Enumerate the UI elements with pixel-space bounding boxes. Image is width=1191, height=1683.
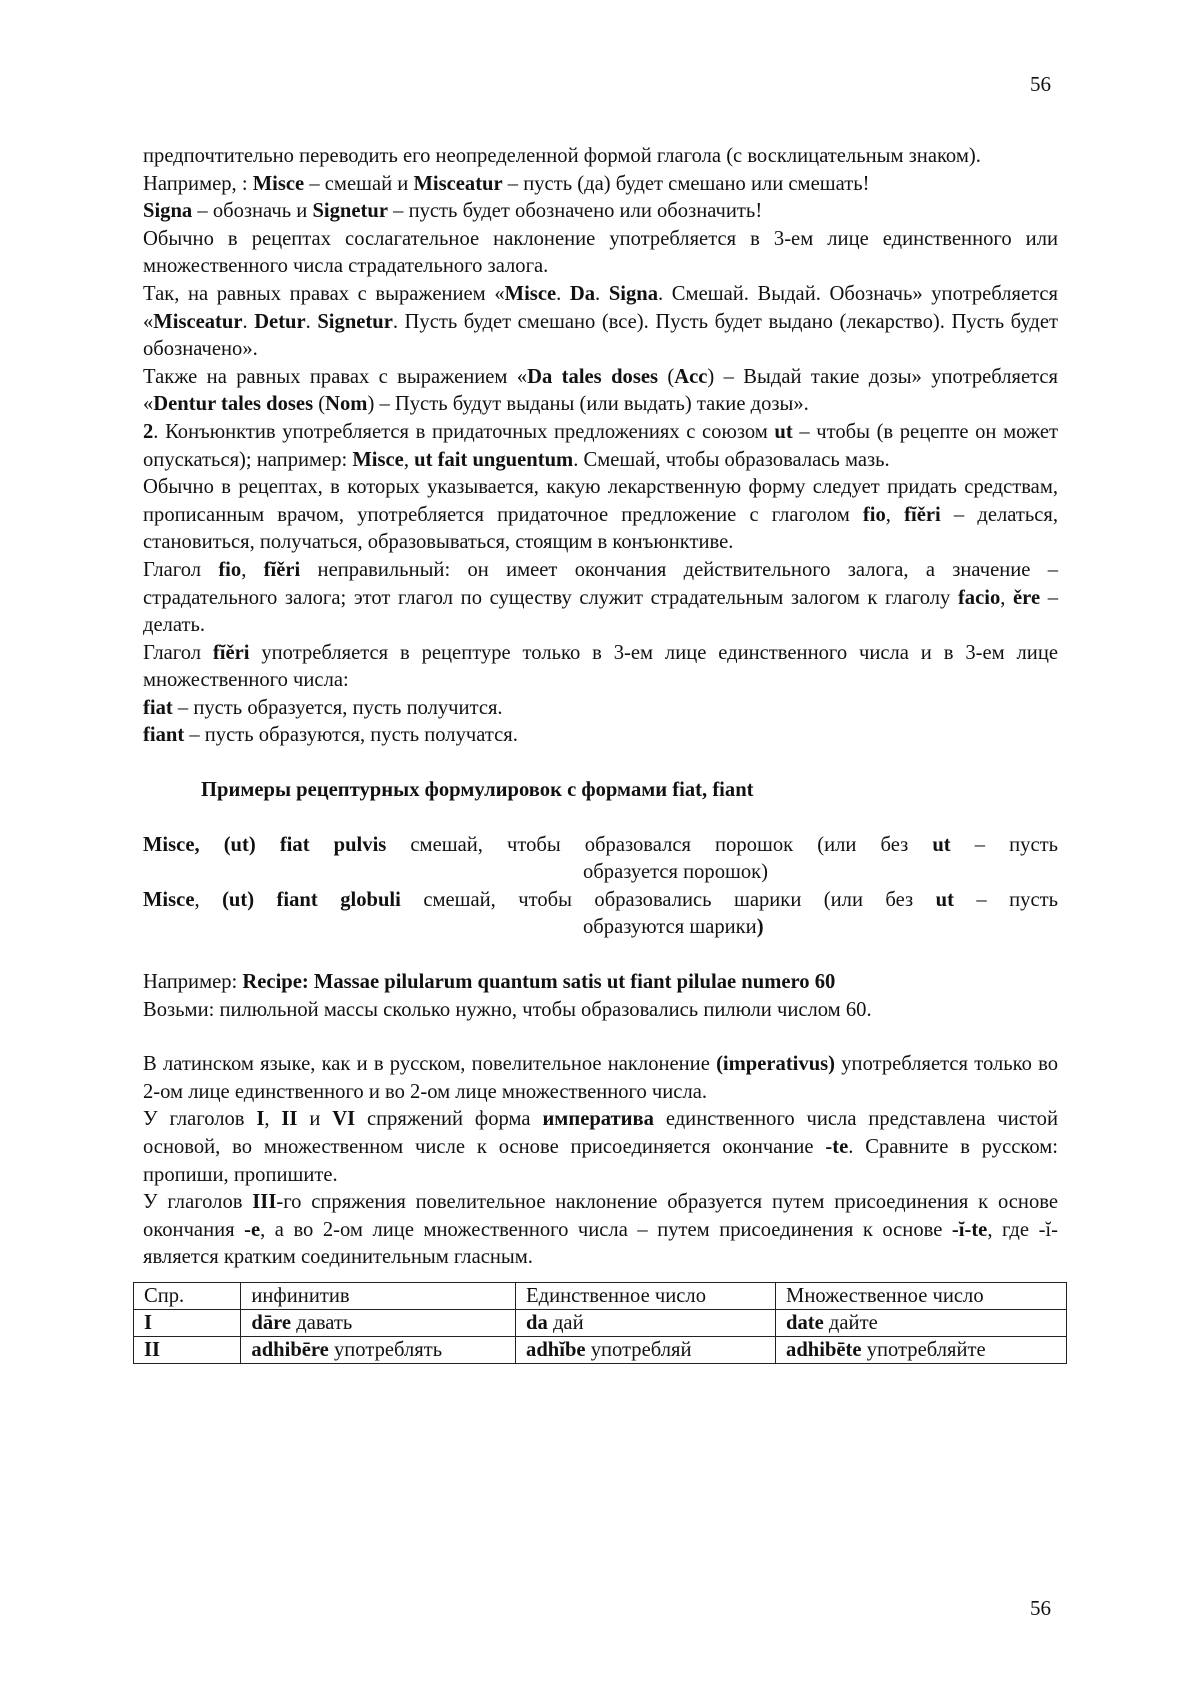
table-cell: dāre давать [241, 1309, 516, 1336]
document-body [143, 143, 1058, 1364]
table-body [134, 1309, 1067, 1363]
paragraph: Например, : Misce – смешай и Misceatur – пусть (да) будет смешано или смешать! [143, 172, 870, 195]
example-item: Misce, (ut) fiat pulvis смешай, чтобы образовался порошок (или без ut – пусть образуется порошок) [143, 833, 1058, 884]
table-cell: date дайте [776, 1309, 1067, 1336]
paragraph: У глаголов I, II и VI спряжений форма императива единственного числа представлена чистой основой, во множественном числе к основе присоединяется окончание -te. Сравните в русском: пропиши, пропишите. [143, 1108, 1059, 1186]
table-cell: adhibēte употребляйте [776, 1336, 1067, 1363]
conjugation-table [133, 1282, 1067, 1364]
paragraphs-block [143, 143, 1058, 750]
recipe-russian: Возьми: пилюльной массы сколько нужно, чтобы образовались пилюли числом 60. [143, 998, 872, 1021]
paragraph: предпочтительно переводить его неопределенной формой глагола (с восклицательным знаком). [143, 145, 981, 167]
paragraph: В латинском языке, как и в русском, повелительное наклонение (imperativus) употребляется только во 2-ом лице единственного и во 2-ом лице множественного числа. [143, 1053, 1058, 1103]
paragraph: Обычно в рецептах сослагательное наклонение употребляется в 3-ем лице единственного или множественного числа страдательного залога. [143, 227, 1058, 278]
table-header-row [134, 1282, 1067, 1309]
paragraph: Также на равных правах с выражением «Da tales doses (Acc) – Выдай такие дозы» употребляется «Dentur tales doses (Nom) – Пусть будут выданы (или выдать) такие дозы». [143, 365, 1058, 416]
table-cell: adhĭbe употребляй [516, 1336, 776, 1363]
page-number-bottom: 56 [1030, 1596, 1051, 1620]
page-number-top: 56 [1030, 72, 1051, 96]
table-cell: adhibēre употреблять [241, 1336, 516, 1363]
paragraph: У глаголов III-го спряжения повелительное наклонение образуется путем присоединения к основе окончания -e, а во 2-ом лице множественного числа – путем присоединения к основе -ĭ-te, где -ĭ- является кратким соединительным гласным. [143, 1191, 1059, 1269]
section-heading: Примеры рецептурных формулировок с формами fiat, fiant [201, 779, 754, 802]
table-header-cell: инфинитив [241, 1282, 516, 1309]
recipe-latin: Например: Recipe: Massae pilularum quantum satis ut fiant pilulae numero 60 [143, 971, 836, 994]
paragraph: Signa – обозначь и Signetur – пусть будет обозначено или обозначить! [143, 200, 763, 223]
table-header-cell: Спр. [134, 1282, 241, 1309]
table-row [134, 1336, 1067, 1363]
table-row [134, 1309, 1067, 1336]
paragraph: 2. Конъюнктив употребляется в придаточных предложениях с союзом ut – чтобы (в рецепте он может опускаться); например: Misce, ut fait unguentum. Смешай, чтобы образовалась мазь. [143, 420, 1058, 471]
example-item: Misce, (ut) fiant globuli смешай, чтобы образовались шарики (или без ut – пусть образуются шарики) [143, 888, 1058, 939]
paragraph: fiant – пусть образуются, пусть получатся. [143, 724, 518, 747]
imperative-block [143, 1051, 1058, 1272]
examples-block [143, 832, 1058, 942]
table-cell: da дай [516, 1309, 776, 1336]
paragraph: fiat – пусть образуется, пусть получится. [143, 696, 503, 719]
paragraph: Обычно в рецептах, в которых указывается, какую лекарственную форму следует придать средствам, прописанным врачом, употребляется придаточное предложение с глаголом fio, fĭěri – делаться, становиться, получаться, образовываться, стоящим в конъюнктиве. [143, 476, 1059, 554]
paragraph: Глагол fio, fĭěri неправильный: он имеет окончания действительного залога, а значение – страдательного залога; этот глагол по существу служит страдательным залогом к глаголу facio, ěre – делать. [143, 558, 1058, 637]
paragraph: Глагол fĭěri употребляется в рецептуре только в 3-ем лице единственного числа и в 3-ем лице множественного числа: [143, 641, 1058, 692]
table-cell: II [134, 1336, 241, 1363]
table-header-cell: Множественное число [776, 1282, 1067, 1309]
table-header-cell: Единственное число [516, 1282, 776, 1309]
paragraph: Так, на равных правах с выражением «Misce. Da. Signa. Смешай. Выдай. Обозначь» употребляется «Misceatur. Detur. Signetur. Пусть будет смешано (все). Пусть будет выдано (лекарство). Пусть будет обозначено». [143, 282, 1059, 361]
table-cell: I [134, 1309, 241, 1336]
